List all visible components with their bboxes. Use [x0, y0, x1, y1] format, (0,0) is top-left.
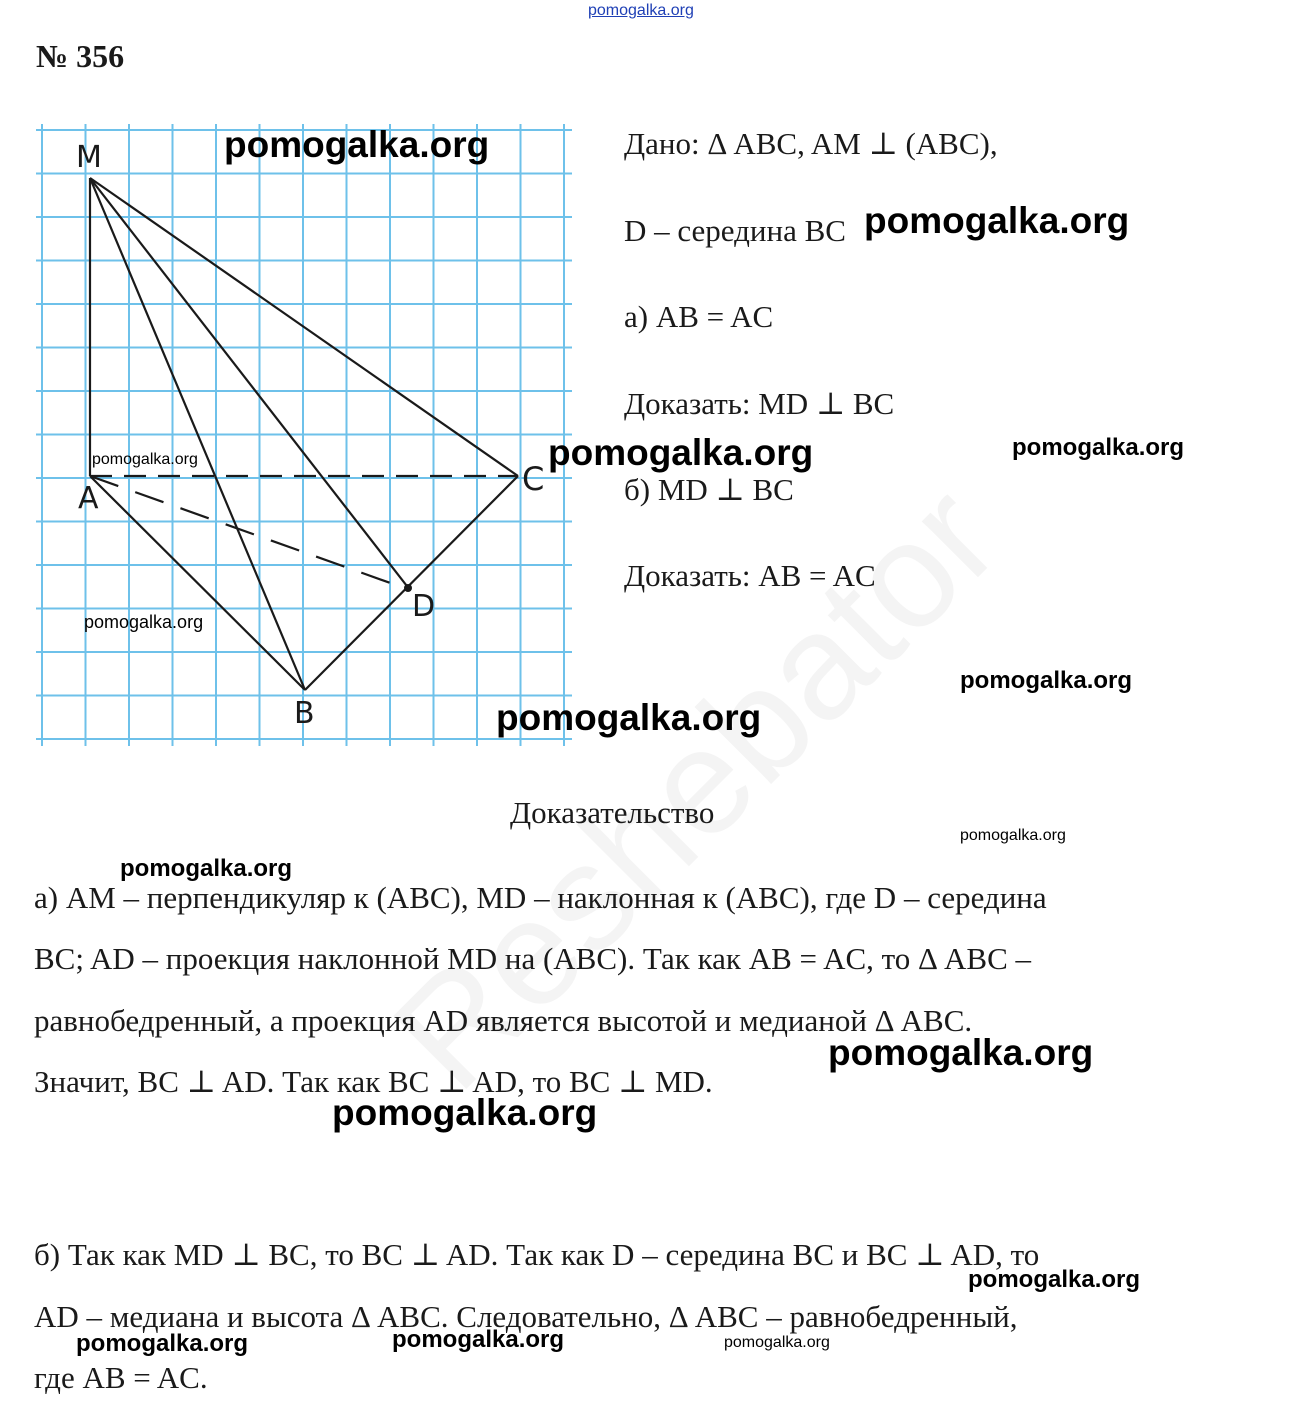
label-B: B	[294, 696, 315, 731]
problem-number: № 356	[36, 38, 125, 74]
watermark: pomogalka.org	[332, 1092, 598, 1133]
watermark: pomogalka.org	[828, 1032, 1094, 1073]
watermark: pomogalka.org	[392, 1326, 565, 1353]
given-line-4: Доказать: MD ⊥ BC	[624, 386, 895, 421]
proof-a-line-2: BC; AD – проекция наклонной MD на (ABC). Так как AB = AC, то Δ ABC –	[34, 941, 1031, 976]
watermark: pomogalka.org	[968, 1266, 1141, 1293]
proof-a-line-3: равнобедренный, а проекция AD является высотой и медианой Δ ABC.	[34, 1003, 973, 1038]
label-M: M	[76, 140, 102, 175]
grid-paper	[36, 124, 572, 746]
label-A: A	[78, 481, 99, 516]
proof-a-line-1: а) AM – перпендикуляр к (ABC), MD – наклонная к (ABC), где D – середина	[34, 880, 1047, 915]
given-line-2: D – середина BC	[624, 213, 846, 248]
edge-AD-hidden	[90, 476, 410, 590]
watermark: pomogalka.org	[496, 697, 762, 738]
edge-AB	[90, 476, 305, 690]
label-D: D	[412, 589, 436, 624]
watermark: pomogalka.org	[548, 432, 814, 473]
watermark: pomogalka.org	[864, 200, 1130, 241]
top-watermark-link[interactable]: pomogalka.org	[588, 2, 694, 19]
label-C: C	[522, 460, 545, 498]
edge-MD	[90, 178, 410, 590]
watermark: pomogalka.org	[224, 124, 490, 165]
watermark: pomogalka.org	[120, 855, 293, 882]
given-line-1: Дано: Δ ABC, AM ⊥ (ABC),	[624, 126, 998, 161]
geometry-figure	[0, 0, 600, 760]
watermark: pomogalka.org	[84, 612, 204, 632]
given-line-6: Доказать: AB = AC	[624, 558, 876, 593]
proof-b-line-1: б) Так как MD ⊥ BC, то BC ⊥ AD. Так как D – середина BC и BC ⊥ AD, то	[34, 1237, 1040, 1272]
watermark: pomogalka.org	[960, 827, 1066, 844]
proof-b-line-2: AD – медиана и высота Δ ABC. Следовательно, Δ ABC – равнобедренный,	[34, 1299, 1018, 1334]
proof-b-line-3: где AB = AC.	[34, 1360, 208, 1395]
point-D-dot	[404, 584, 412, 592]
watermark: pomogalka.org	[92, 451, 198, 468]
watermark: pomogalka.org	[960, 667, 1133, 694]
watermark: pomogalka.org	[76, 1330, 249, 1357]
edge-BC	[305, 476, 518, 690]
watermark: pomogalka.org	[724, 1334, 830, 1351]
proof-heading: Доказательство	[510, 795, 715, 830]
given-line-5: б) MD ⊥ BC	[624, 472, 794, 507]
given-line-3: а) AB = AC	[624, 299, 774, 334]
watermark: pomogalka.org	[1012, 434, 1185, 461]
proof-a-line-4: Значит, BC ⊥ AD. Так как BC ⊥ AD, то BC ⊥ MD.	[34, 1064, 713, 1099]
